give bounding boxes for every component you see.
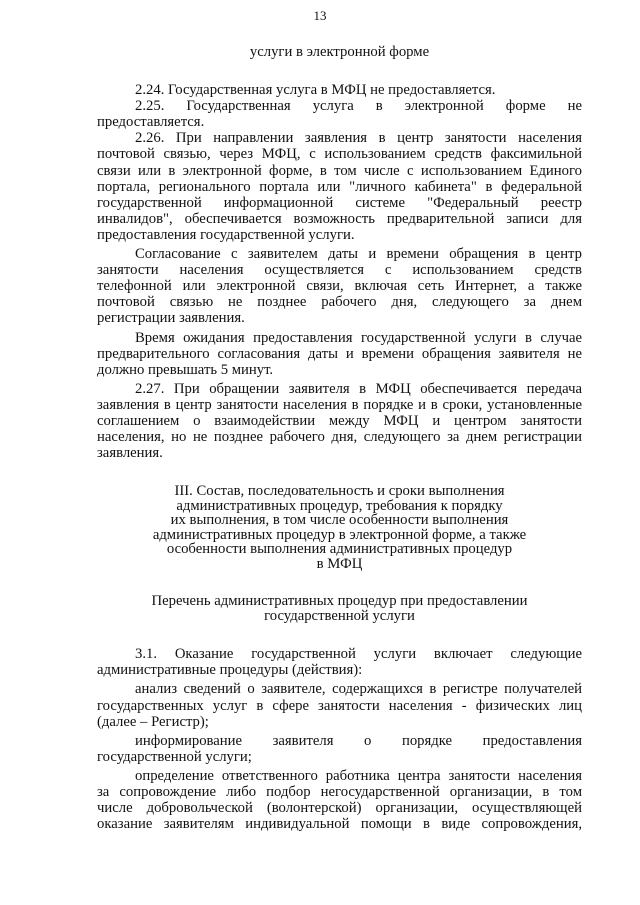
paragraph-line: регистрации заявления. [97,310,245,327]
paragraph-line: населения, но не позднее рабочего дня, следующего за днем регистрации [97,429,582,446]
paragraph-opredelenie [97,768,582,832]
paragraph-line: соглашением о взаимодействии между МФЦ и центром занятости [97,412,582,429]
paragraph-line: 3.1. Оказание государственной услуги включает следующие [135,646,582,663]
section-3-heading [97,484,582,571]
paragraph-line: предоставления государственной услуги. [97,226,355,243]
paragraph-line: инвалидов", обеспечивается возможность предварительной записи для [97,210,582,227]
paragraph-line: телефонной или электронной связи, включая сеть Интернет, а также [97,278,582,295]
paragraph-line: заявления в центр занятости населения в порядке и в сроки, установленные [97,396,582,413]
paragraph-line: 2.25. Государственная услуга в электронной форме не [135,98,582,115]
paragraph-2-26 [97,130,582,243]
paragraph-line: предварительного согласования даты и времени обращения заявителя не [97,345,582,362]
top-line: услуги в электронной форме [249,44,430,60]
subheading [97,594,582,623]
paragraph-line: портала, регионального портала или "личного кабинета" в федеральной [97,178,582,195]
paragraph-line: 2.27. При обращении заявителя в МФЦ обеспечивается передача [135,380,582,397]
heading-line: административных процедур, требования к порядку [176,497,503,514]
paragraph-line: информирование заявителя о порядке предоставления [135,732,582,749]
paragraph-line: Время ожидания предоставления государственной услуги в случае [135,329,582,346]
paragraph-line: определение ответственного работника центра занятости населения [135,767,582,784]
paragraph-line: государственной услуги; [97,748,252,765]
paragraph-vremya [97,330,582,378]
heading-line: Перечень административных процедур при предоставлении [151,593,528,610]
heading-line: государственной услуги [264,607,415,624]
paragraph-line: почтовой связью, через МФЦ, с использованием средств факсимильной [97,146,582,163]
paragraph-line: оказание заявителям индивидуальной помощи в виде сопровождения, [97,816,582,833]
heading-line: их выполнения, в том числе особенности выполнения [170,512,509,529]
paragraph-line: почтовой связью не позднее рабочего дня, следующего за днем [97,294,582,311]
paragraph-line: (далее – Регистр); [97,713,209,730]
paragraph-3-1 [97,646,582,678]
heading-line: III. Состав, последовательность и сроки выполнения [174,483,505,500]
paragraph-soglasovanie [97,246,582,326]
paragraph-line: анализ сведений о заявителе, содержащихся в регистре получателей [135,681,582,698]
paragraph-line: связи или в электронной форме, в том числе с использованием Единого [97,162,582,179]
paragraph-2-27 [97,381,582,461]
document-body [97,44,582,832]
paragraph-line: государственных услуг в сфере занятости населения - физических лиц [97,697,582,714]
paragraph-2-24: 2.24. Государственная услуга в МФЦ не предоставляется. [135,82,496,99]
paragraph-line: Согласование с заявителем даты и времени обращения в центр [135,246,582,263]
paragraph-line: заявления. [97,445,163,462]
heading-line: административных процедур в электронной форме, а также [152,526,527,543]
paragraph-line: предоставляется. [97,114,205,131]
paragraph-line: за сопровождение либо подбор негосударственной организации, в том [97,784,582,800]
paragraph-line: 2.26. При направлении заявления в центр занятости населения [135,130,582,147]
paragraph-line: числе добровольческой (волонтерской) организации, осуществляющей [97,800,582,817]
paragraph-line: должно превышать 5 минут. [97,361,274,378]
paragraph-2-25 [97,98,582,130]
heading-line: особенности выполнения административных процедур [166,541,513,558]
paragraph-line: занятости населения осуществляется с использованием средств [97,262,582,279]
page-number: 13 [313,8,327,23]
paragraph-informirovanie [97,733,582,765]
paragraph-line: государственной информационной системе "Федеральный реестр [97,194,582,211]
paragraph-analiz [97,681,582,729]
paragraph-line: административные процедуры (действия): [97,662,363,679]
heading-line: в МФЦ [316,555,363,572]
